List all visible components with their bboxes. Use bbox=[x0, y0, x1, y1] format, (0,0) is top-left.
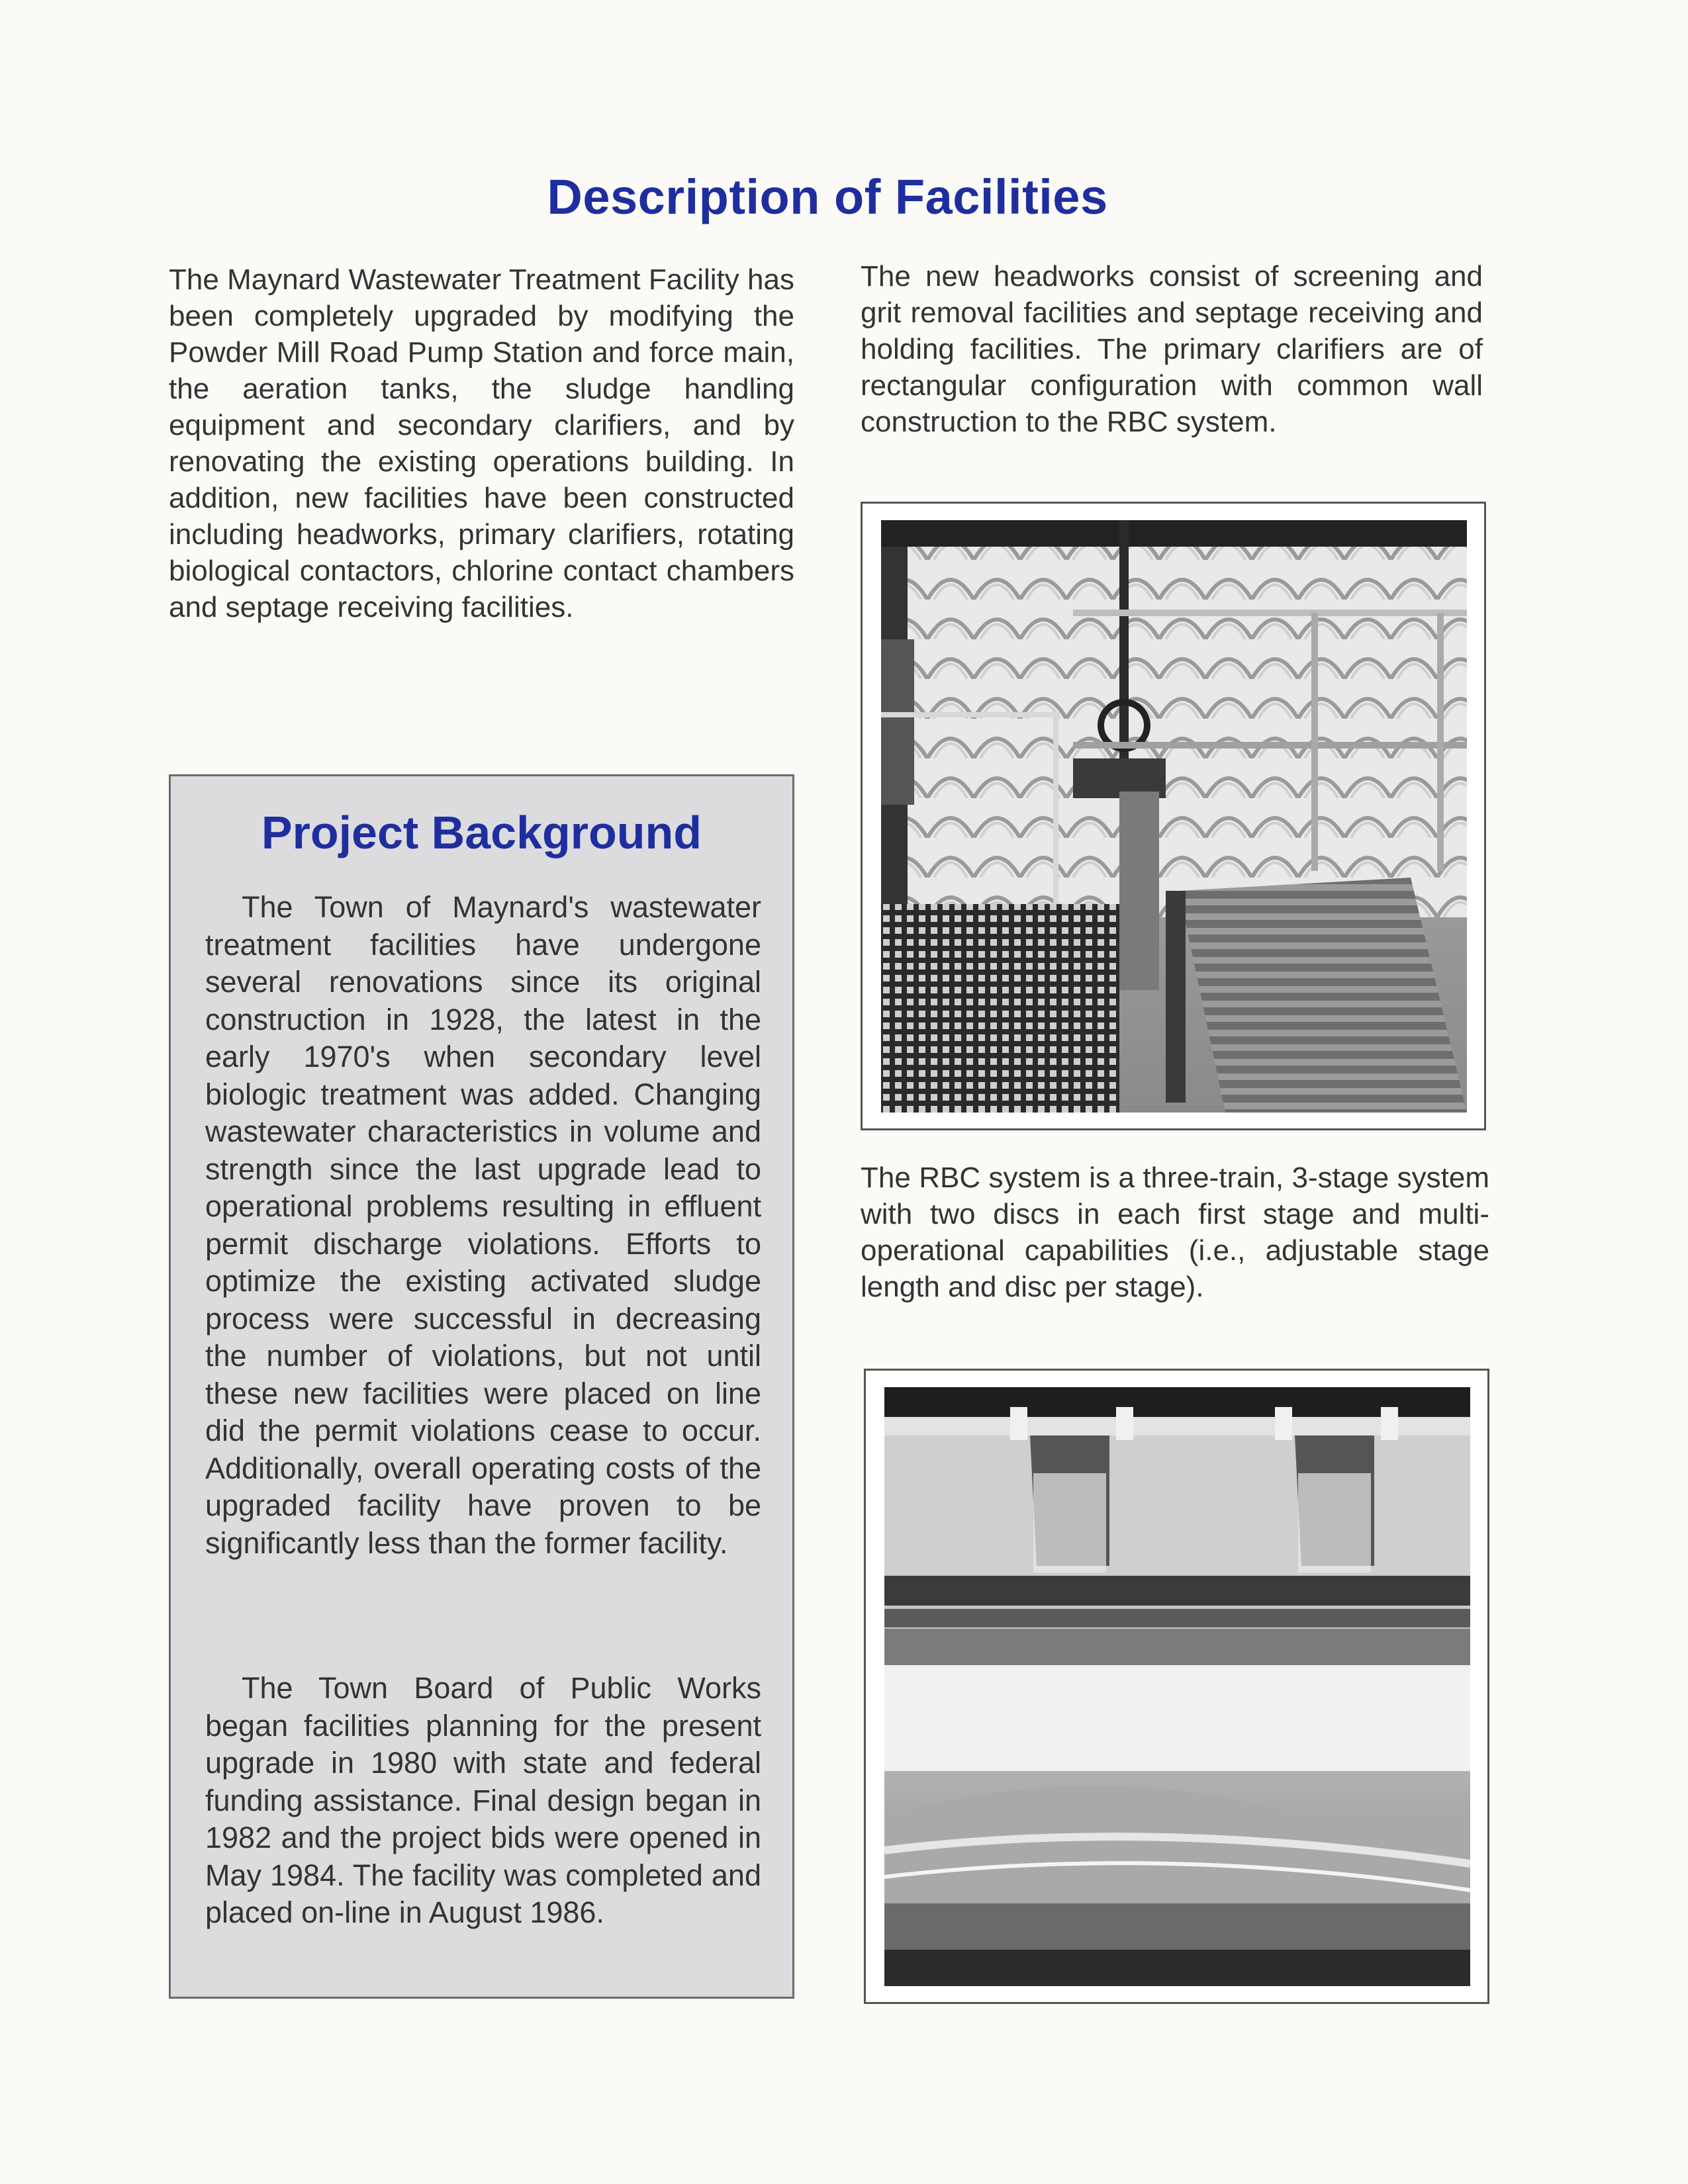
background-paragraph-1: The Town of Maynard's wastewater treatment facilities have undergone several renovations since its original construction in 1928, the latest in the early 1970's when secondary level biologic treatment was added. Changing wastewater characteristics in volume and strength since the last upgrade lead to operational problems resulting in effluent permit discharge violations. Efforts to optimize the existing activated sludge process were successful in decreasing the number of violations, but not until these new facilities were placed on line did the permit violations cease to occur. Additionally, overall operating costs of the upgraded facility have proven to be significantly less than the former facility. bbox=[205, 890, 761, 1560]
sidebar-title: Project Background bbox=[261, 807, 702, 858]
rbc-description-paragraph: The RBC system is a three-train, 3-stage system with two discs in each first stage and multi-operational capabilities (i.e., adjustable stage length and disc per stage). bbox=[861, 1161, 1489, 1303]
rbc-walkway-photo bbox=[881, 520, 1467, 1113]
photo-frame-rbc bbox=[864, 1369, 1489, 2004]
clarifier-water-photo bbox=[884, 1387, 1470, 1986]
photo-frame-headworks bbox=[861, 502, 1486, 1130]
intro-paragraph-left: The Maynard Wastewater Treatment Facility has been completely upgraded by modifying the Powder Mill Road Pump Station and force main, the aeration tanks, the sludge handling equipment and secondary clarifiers, and by renovating the existing operations building. In addition, new facilities have been constructed including headworks, primary clarifiers, rotating biological contactors, chlorine contact chambers and septage receiving facilities. bbox=[169, 263, 794, 623]
project-background-box bbox=[169, 774, 794, 1999]
page-title: Description of Facilities bbox=[547, 169, 1108, 224]
background-paragraph-2: The Town Board of Public Works began facilities planning for the present upgrade in 1980 with state and federal funding assistance. Final design began in 1982 and the project bids were opened in May 1984. The facility was completed and placed on-line in August 1986. bbox=[205, 1671, 761, 1929]
intro-paragraph-right: The new headworks consist of screening and grit removal facilities and septage receiving and holding facilities. The primary clarifiers are of rectangular configuration with common wall construction to the RBC system. bbox=[861, 260, 1483, 438]
